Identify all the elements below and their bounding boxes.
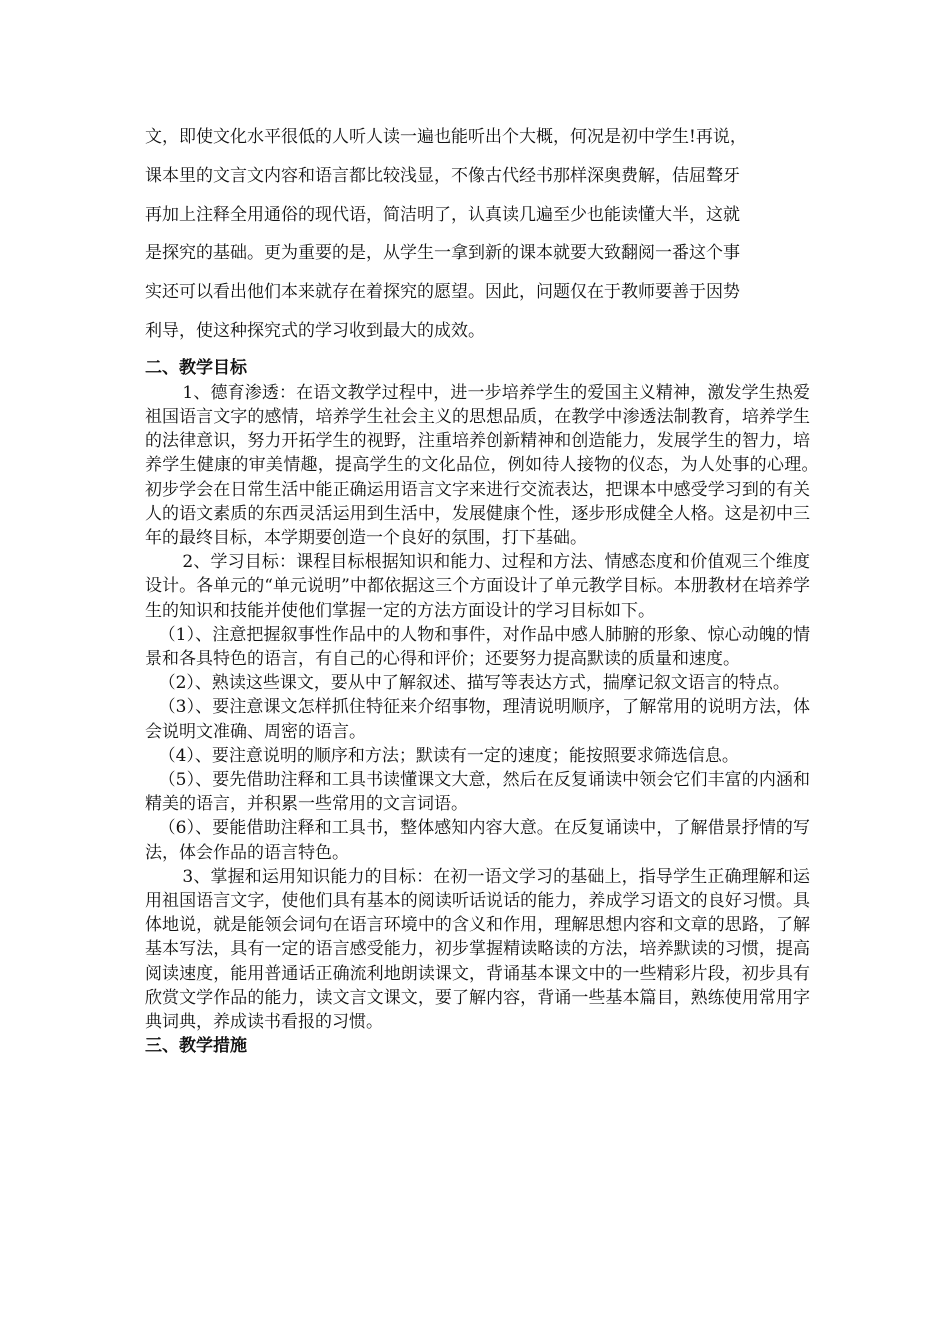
intro-line: 是探究的基础。更为重要的是，从学生一拿到新的课本就要大致翻阅一番这个事 [145,243,740,264]
goal-item: （1）、注意把握叙事性作品中的人物和事件，对作品中感人肺腑的形象、惊心动魄的情景和各具特色的语言，有自己的心得和评价；还要努力提高默读的质量和速度。 [145,624,810,670]
intro-line: 文，即使文化水平很低的人听人读一遍也能听出个大概，何况是初中学生!再说， [145,127,747,147]
intro-line: 利导，使这种探究式的学习收到最大的成效。 [145,320,485,341]
moral-education-paragraph: 1、德育渗透：在语文教学过程中，进一步培养学生的爱国主义精神，激发学生热爱祖国语言文字的感情，培养学生社会主义的思想品质，在教学中渗透法制教育，培养学生的法律意识，努力开拓学生的视野，注重培养创新精神和创造能力，发展学生的智力，培养学生健康的审美情趣，提高学生的文化品位，例如待人接物的仪态，为人处事的心理。 初步学会在日常生活中能正确运用语言文字来进行交流表达，把课本中感受学习到的有关人的语文素质的东西灵活运用到生活中，发展健康个性，逐步形成健全人格。这是初中三年的最终目标，本学期要创造一个良好的氛围，打下基础。 [145,382,827,548]
goal-item: （2）、熟读这些课文，要从中了解叙述、描写等表达方式，揣摩记叙文语言的特点。 [158,673,790,694]
goal-item: （5）、要先借助注释和工具书读懂课文大意，然后在反复诵读中领会它们丰富的内涵和精美的语言，并积累一些常用的文言词语。 [145,770,810,815]
learning-goals-paragraph: 2、学习目标：课程目标根据知识和能力、过程和方法、情感态度和价值观三个维度设计。各单元的“单元说明”中都依据这三个方面设计了单元教学目标。本册教材在培养学生的知识和技能并使他们掌握一定的方法方面设计的学习目标如下。 [145,552,810,621]
section-teaching-goals-body [145,381,827,1034]
goal-item: （6）、要能借助注释和工具书，整体感知内容大意。在反复诵读中，了解借景抒情的写法，体会作品的语言特色。 [145,818,810,863]
goal-item: （4）、要注意说明的顺序和方法；默读有一定的速度；能按照要求筛选信息。 [158,745,739,766]
intro-line: 课本里的文言文内容和语言都比较浅显，不像古代经书那样深奥费解，佶屈聱牙 [145,165,740,186]
section-heading-teaching-measures: 三、教学措施 [145,1036,247,1057]
intro-line: 实还可以看出他们本来就存在着探究的愿望。因此，问题仅在于教师要善于因势 [145,282,740,303]
document-page [145,118,827,1059]
knowledge-ability-paragraph: 3、掌握和运用知识能力的目标：在初一语文学习的基础上，指导学生正确理解和运用祖国语言文字，使他们具有基本的阅读听话说话的能力，养成学习语文的良好习惯。具体地说，就是能领会词句在语言环境中的含义和作用，理解思想内容和文章的思路，了解基本写法，具有一定的语言感受能力，初步掌握精读略读的方法，培养默读的习惯，提高阅读速度，能用普通话正确流利地朗读课文，背诵基本课文中的一些精彩片段，初步具有欣赏文学作品的能力，读文言文课文，要了解内容，背诵一些基本篇目，熟练使用常用字典词典，养成读书看报的习惯。 [145,866,810,1033]
intro-line: 再加上注释全用通俗的现代语，简洁明了，认真读几遍至少也能读懂大半，这就 [145,204,740,225]
goal-item: （3）、要注意课文怎样抓住特征来介绍事物，理清说明顺序，了解常用的说明方法，体会说明文准确、周密的语言。 [145,697,810,742]
section-heading-teaching-goals: 二、教学目标 [145,357,247,378]
intro-paragraph [145,118,810,351]
